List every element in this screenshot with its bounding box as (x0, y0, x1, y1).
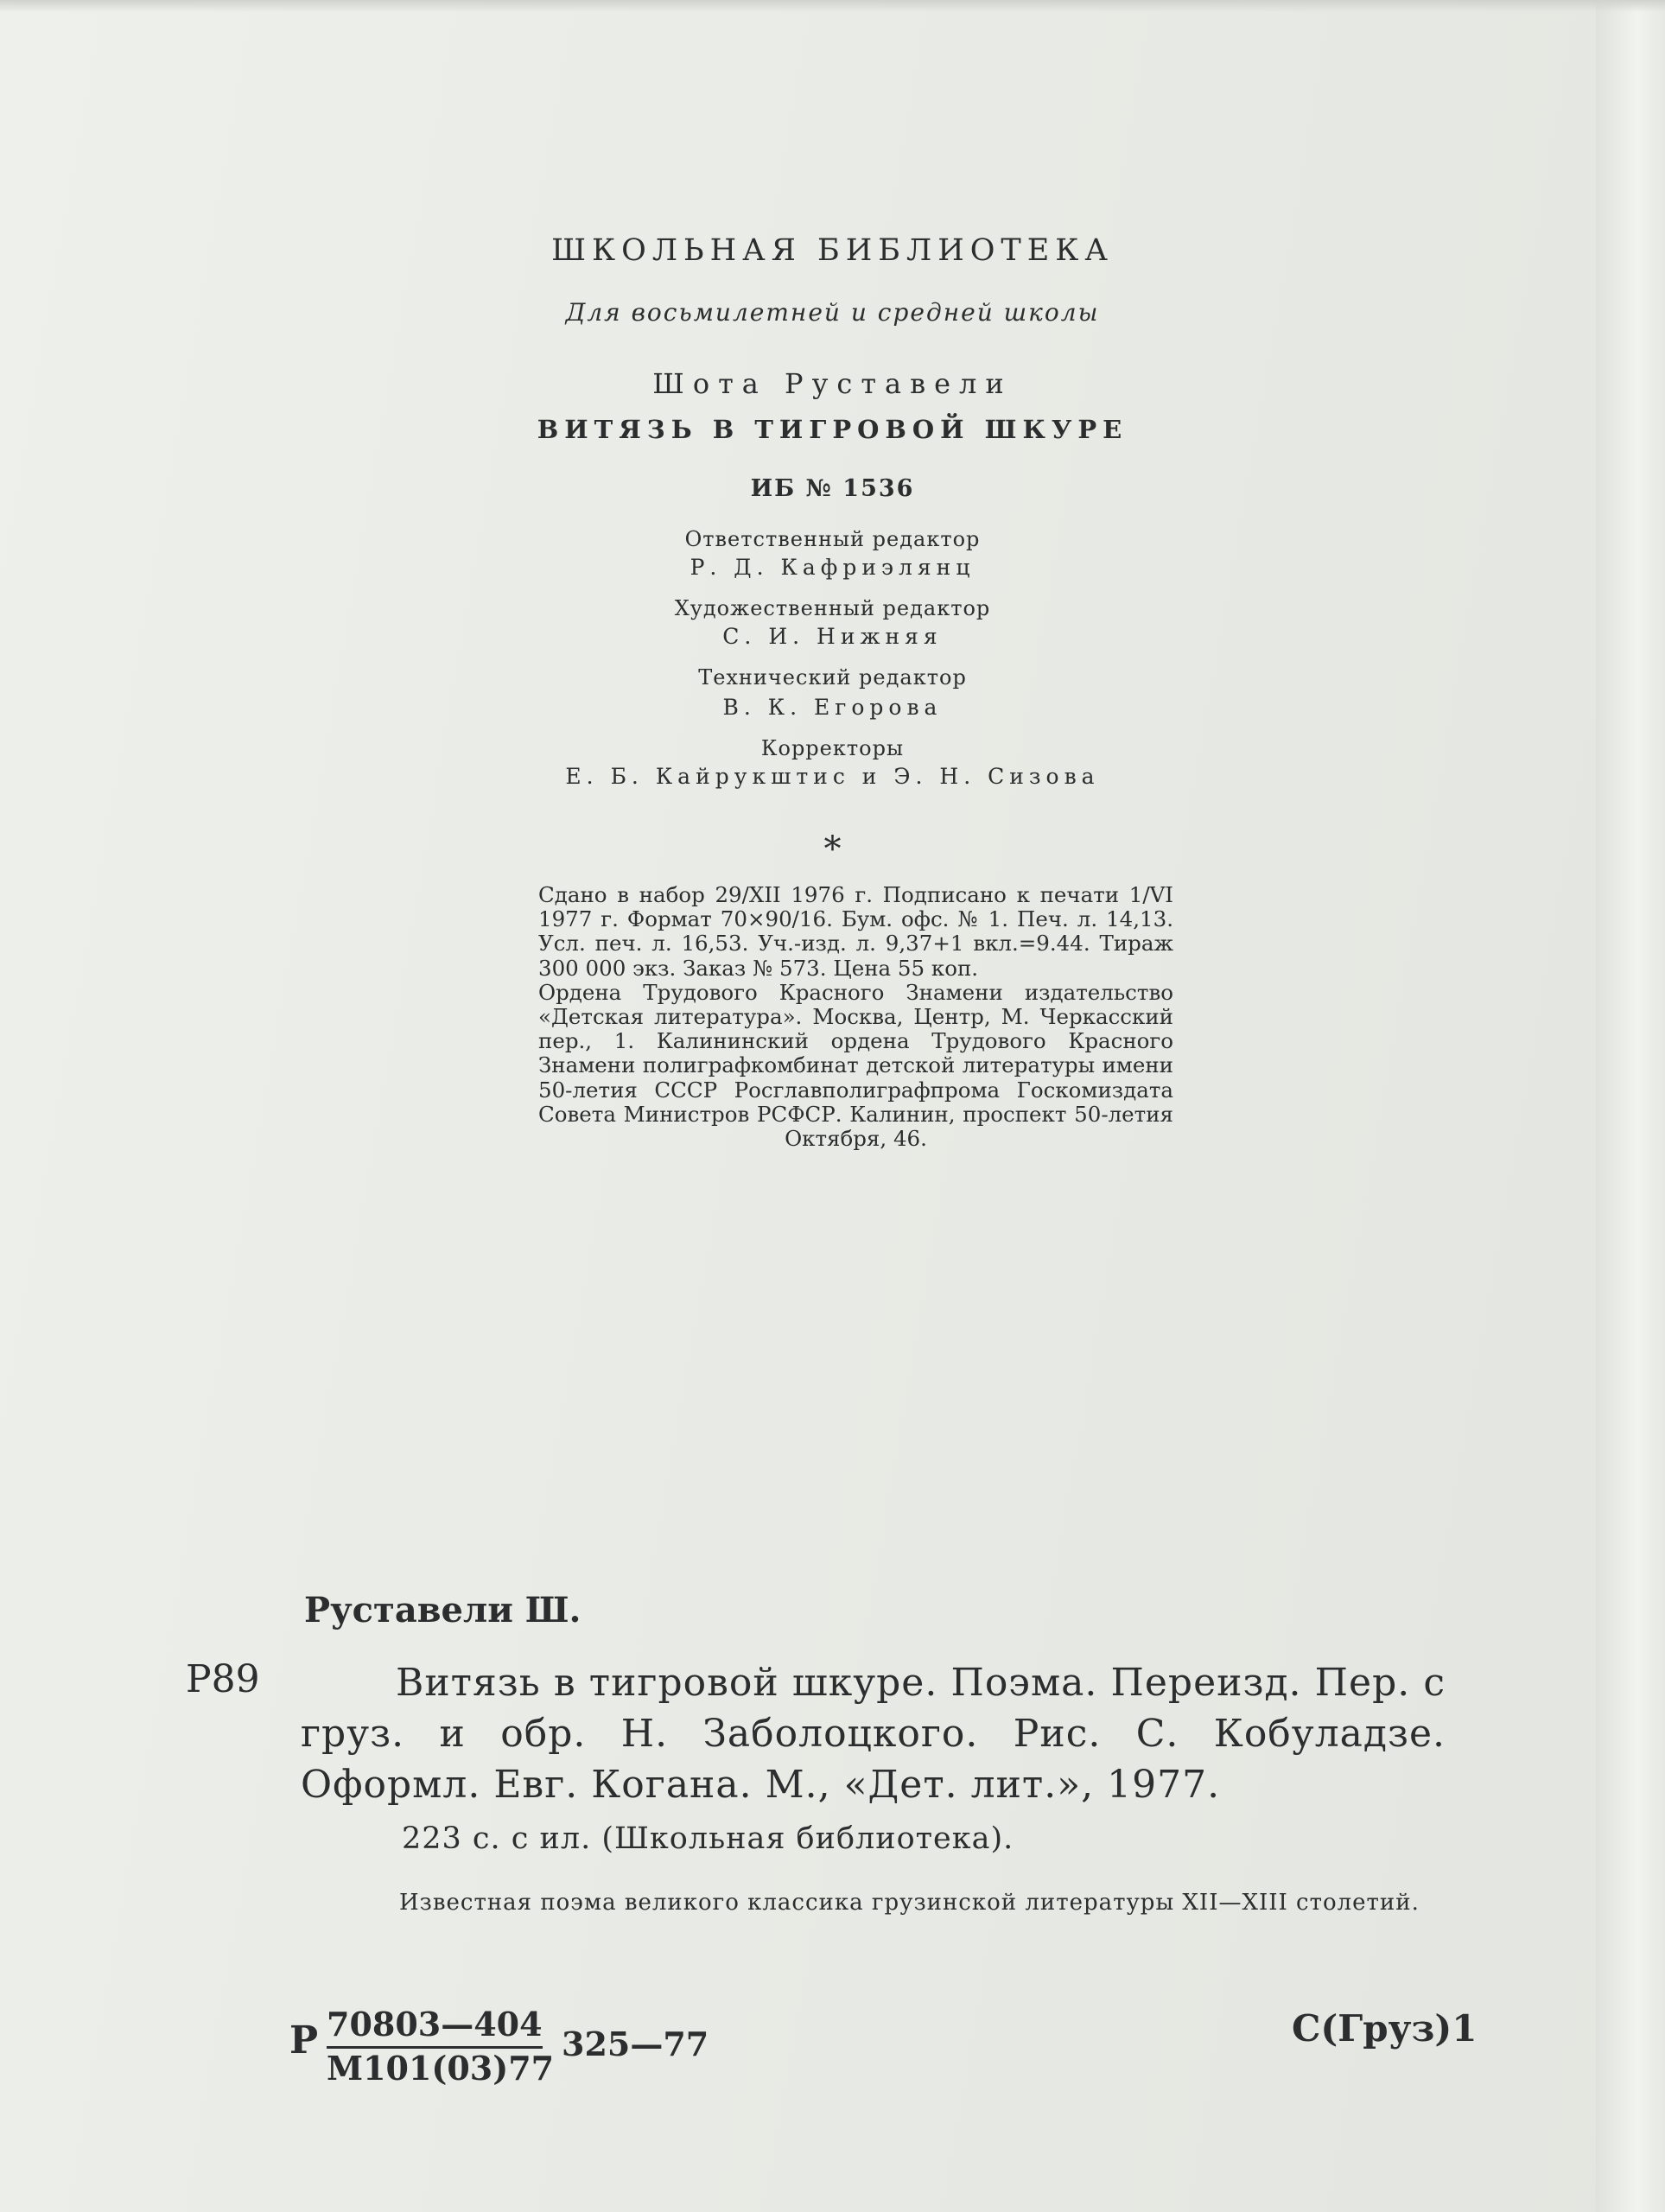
staff-role-proofreaders: Корректоры (760, 736, 905, 760)
index-numerator: 70803—404 (327, 2005, 543, 2049)
page-top-shadow (0, 0, 1665, 12)
book-title: ВИТЯЗЬ В ТИГРОВОЙ ШКУРЕ (537, 415, 1128, 444)
ib-number: ИБ № 1536 (750, 475, 915, 502)
index-series-code: 325—77 (562, 2024, 709, 2063)
catalog-author: Руставели Ш. (304, 1590, 581, 1630)
catalog-code: Р89 (186, 1657, 260, 1701)
imprint-print-info: Сдано в набор 29/XII 1976 г. Подписано к печати 1/VI 1977 г. Формат 70×90/16. Бум. офс. № 1. Печ. л. 14,13. Усл. печ. л. 16,53. Уч.-изд. л. 9,37+1 вкл.=9.44. Тираж 300 000 экз. Заказ № 573. Цена 55 коп. (538, 882, 1173, 981)
index-denominator: М101(03)77 (327, 2049, 555, 2088)
catalog-pages: 223 с. с ил. (Школьная библиотека). (402, 1821, 1014, 1856)
book-author: Шота Руставели (652, 367, 1013, 400)
staff-role-art-editor: Художественный редактор (674, 596, 991, 620)
staff-role-tech-editor: Технический редактор (698, 665, 967, 690)
index-letter: Р (289, 2018, 319, 2063)
catalog-description: Витязь в тигровой шкуре. Поэма. Переизд. Пер. с груз. и обр. Н. Заболоцкого. Рис. С. Кобуладзе. Оформл. Евг. Когана. М., «Дет. лит.», 1977. (301, 1661, 1446, 1807)
staff-name-editor: Р. Д. Кафриэлянц (690, 555, 975, 580)
staff-name-tech-editor: В. К. Егорова (722, 695, 943, 720)
index-classification: С(Груз)1 (1292, 2007, 1478, 2050)
staff-name-proofreaders: Е. Б. Кайрукштис и Э. Н. Сизова (565, 764, 1100, 789)
series-subtitle: Для восьмилетней и средней школы (565, 298, 1100, 327)
separator-asterisk: * (823, 830, 842, 869)
series-title: ШКОЛЬНАЯ БИБЛИОТЕКА (551, 233, 1114, 268)
page-edge (1596, 0, 1665, 2212)
staff-role-editor: Ответственный редактор (684, 527, 981, 551)
imprint-block (538, 883, 1173, 1151)
imprint-publisher-info: Ордена Трудового Красного Знамени издательство «Детская литература». Москва, Центр, М. Черкасский пер., 1. Калининский ордена Трудового Красного Знамени полиграфкомбинат детской литературы имени 50-летия СССР Росглавполиграфпрома Госкомиздата Совета Министров РСФСР. Калинин, проспект 50-летия Октября, 46. (538, 979, 1173, 1152)
staff-name-art-editor: С. И. Нижняя (722, 624, 943, 649)
index-fraction (327, 2005, 554, 2088)
catalog-annotation: Известная поэма великого классика грузинской литературы XII—XIII столетий. (399, 1890, 1420, 1916)
